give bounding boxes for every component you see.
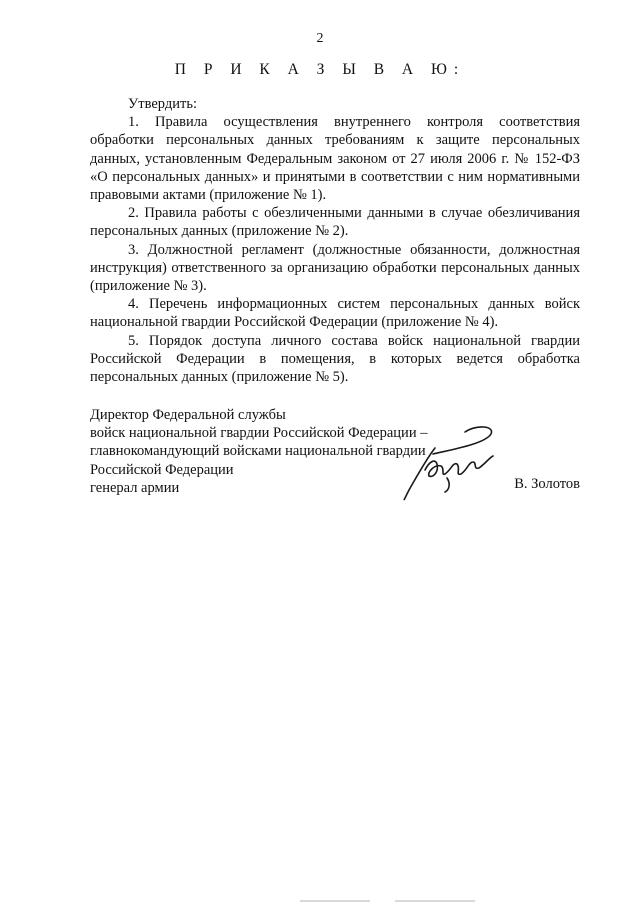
order-item-4: 4. Перечень информационных систем персональных данных войск национальной гвардии Российской Федерации (приложение № 4).: [90, 296, 580, 331]
signatory-title-line: Российской Федерации: [90, 461, 234, 478]
intro-paragraph: Утвердить:: [128, 96, 197, 112]
scan-artifact: [395, 900, 475, 902]
signatory-title-block: [90, 406, 580, 497]
signatory-title-line: Директор Федеральной службы: [90, 407, 286, 423]
order-item-2: 2. Правила работы с обезличенными данными в случае обезличивания персональных данных (приложение № 2).: [90, 205, 580, 240]
scan-artifact: [300, 900, 370, 902]
order-item-1: 1. Правила осуществления внутреннего контроля соответствия обработки персональных данных требованиям к защите персональных данных, установленным Федеральным законом от 27 июля 2006 г. № 152-ФЗ «О персональных данных» и принятыми в соответствии с ним нормативными правовыми актами (приложение № 1).: [90, 114, 580, 204]
order-item-5: 5. Порядок доступа личного состава войск национальной гвардии Российской Федерации в помещения, в которых ведется обработка персональных данных (приложение № 5).: [90, 332, 580, 386]
order-item-3: 3. Должностной регламент (должностные обязанности, должностная инструкция) ответственного за организацию обработки персональных данных (приложение № 3).: [90, 241, 580, 295]
page-number: 2: [316, 31, 324, 46]
signatory-title-line: главнокомандующий войсками национальной гвардии: [90, 443, 426, 460]
signer-name: В. Золотов: [514, 476, 580, 492]
handwritten-signature: [395, 418, 505, 508]
order-body: [90, 95, 580, 386]
signatory-title-line: войск национальной гвардии Российской Федерации –: [90, 425, 428, 442]
signatory-rank: генерал армии: [90, 479, 180, 496]
order-title: П Р И К А З Ы В А Ю:: [174, 61, 466, 78]
